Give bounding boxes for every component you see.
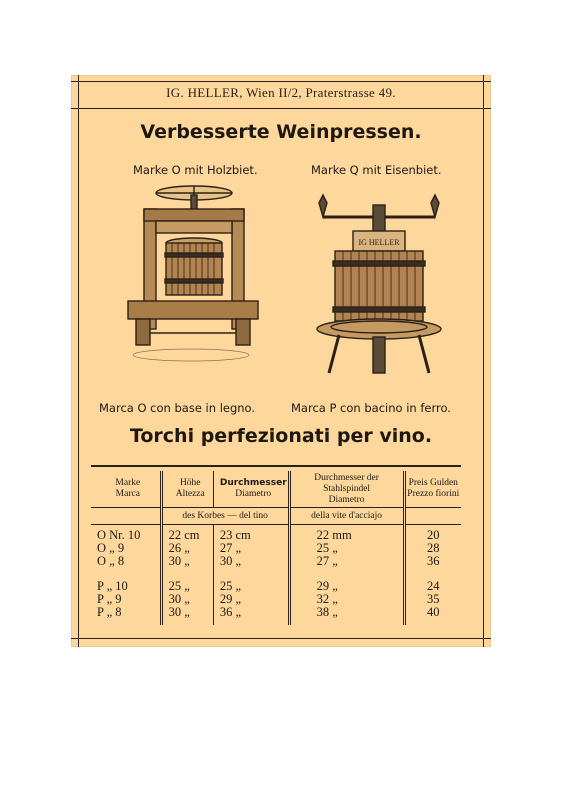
caption-left-german: Marke O mit Holzbiet.: [133, 163, 258, 177]
left-rule: [78, 75, 79, 647]
cell-spindel: 38 „: [289, 606, 404, 619]
table-header-row: [91, 471, 461, 508]
cell-marke: O: [97, 553, 107, 568]
header-marca: Marca: [115, 489, 140, 499]
subheader-vite: della vite d'acciajo: [289, 508, 404, 525]
cell-durchmesser: 23 cm: [213, 529, 289, 542]
table-row: [91, 606, 461, 619]
cell-spindel: 29 „: [289, 580, 404, 593]
cell-durchmesser: 36 „: [213, 606, 289, 619]
cell-nr: „ 9: [106, 591, 122, 606]
caption-left-italian: Marca O con base in legno.: [99, 401, 256, 415]
cell-nr: „ 9: [109, 540, 125, 555]
price-table: [91, 471, 461, 625]
cell-preis: 24: [404, 580, 461, 593]
header-altezza: Altezza: [175, 489, 205, 499]
table-row: [91, 542, 461, 555]
cell-spindel: 32 „: [289, 593, 404, 606]
company-header: IG. HELLER, Wien II/2, Praterstrasse 49.: [166, 85, 396, 100]
cell-preis: 28: [404, 542, 461, 555]
cell-nr: „ 10: [106, 578, 128, 593]
cell-marke: O: [97, 527, 107, 542]
cell-durchmesser: 29 „: [213, 593, 289, 606]
cell-preis: 20: [404, 529, 461, 542]
table-row: [91, 593, 461, 606]
cell-spindel: 27 „: [289, 555, 404, 568]
cell-hoehe: 25 „: [161, 580, 213, 593]
header-prezzo-fiorini: Prezzo fiorini: [407, 489, 460, 499]
title-italian: Torchi perfezionati per vino.: [129, 425, 433, 447]
header-preis-gulden: Preis Gulden: [408, 478, 458, 488]
caption-right-italian: Marca P con bacino in ferro.: [291, 401, 451, 415]
cell-hoehe: 26 „: [161, 542, 213, 555]
table-row: [91, 555, 461, 568]
cell-nr: „ 8: [106, 604, 122, 619]
header-hoehe: Höhe: [179, 478, 201, 488]
table-subheader-row: [91, 508, 461, 525]
top-rule: [71, 81, 491, 82]
cell-durchmesser: 25 „: [213, 580, 289, 593]
title-german: Verbesserte Weinpressen.: [140, 121, 422, 143]
table-row: [91, 529, 461, 542]
header-stahlspindel: Stahlspindel: [323, 483, 371, 494]
header-rule: [71, 108, 491, 109]
cell-preis: 40: [404, 606, 461, 619]
header-diametro-vite: Diametro: [328, 494, 365, 505]
cell-nr: Nr. 10: [109, 527, 141, 542]
cell-hoehe: 22 cm: [161, 529, 213, 542]
cell-hoehe: 30 „: [161, 593, 213, 606]
table-top-rule: [91, 465, 461, 467]
cell-spindel: 22 mm: [289, 529, 404, 542]
cell-marke: P: [97, 578, 104, 593]
caption-right-german: Marke Q mit Eisenbiet.: [311, 163, 442, 177]
header-diametro: Diametro: [235, 489, 272, 499]
header-durchmesser-der: Durchmesser der: [314, 472, 379, 483]
cell-hoehe: 30 „: [161, 606, 213, 619]
press-wood-base-illustration: [116, 183, 266, 385]
header-durchmesser: Durchmesser: [219, 478, 287, 488]
cell-hoehe: 30 „: [161, 555, 213, 568]
subheader-korbes: des Korbes — del tino: [161, 508, 289, 525]
bottom-rule: [71, 638, 491, 639]
cell-nr: „ 8: [109, 553, 125, 568]
press-iron-basin-illustration: [309, 187, 449, 387]
header-marke: Marke: [115, 478, 141, 488]
cell-marke: P: [97, 604, 104, 619]
cell-preis: 35: [404, 593, 461, 606]
cell-durchmesser: 30 „: [213, 555, 289, 568]
cell-marke: O: [97, 540, 107, 555]
cell-durchmesser: 27 „: [213, 542, 289, 555]
cell-marke: P: [97, 591, 104, 606]
catalog-page: [71, 75, 491, 647]
cell-spindel: 25 „: [289, 542, 404, 555]
press-plate-text: IG HELLER: [358, 238, 400, 247]
table-row: [91, 580, 461, 593]
cell-preis: 36: [404, 555, 461, 568]
right-rule: [483, 75, 484, 647]
